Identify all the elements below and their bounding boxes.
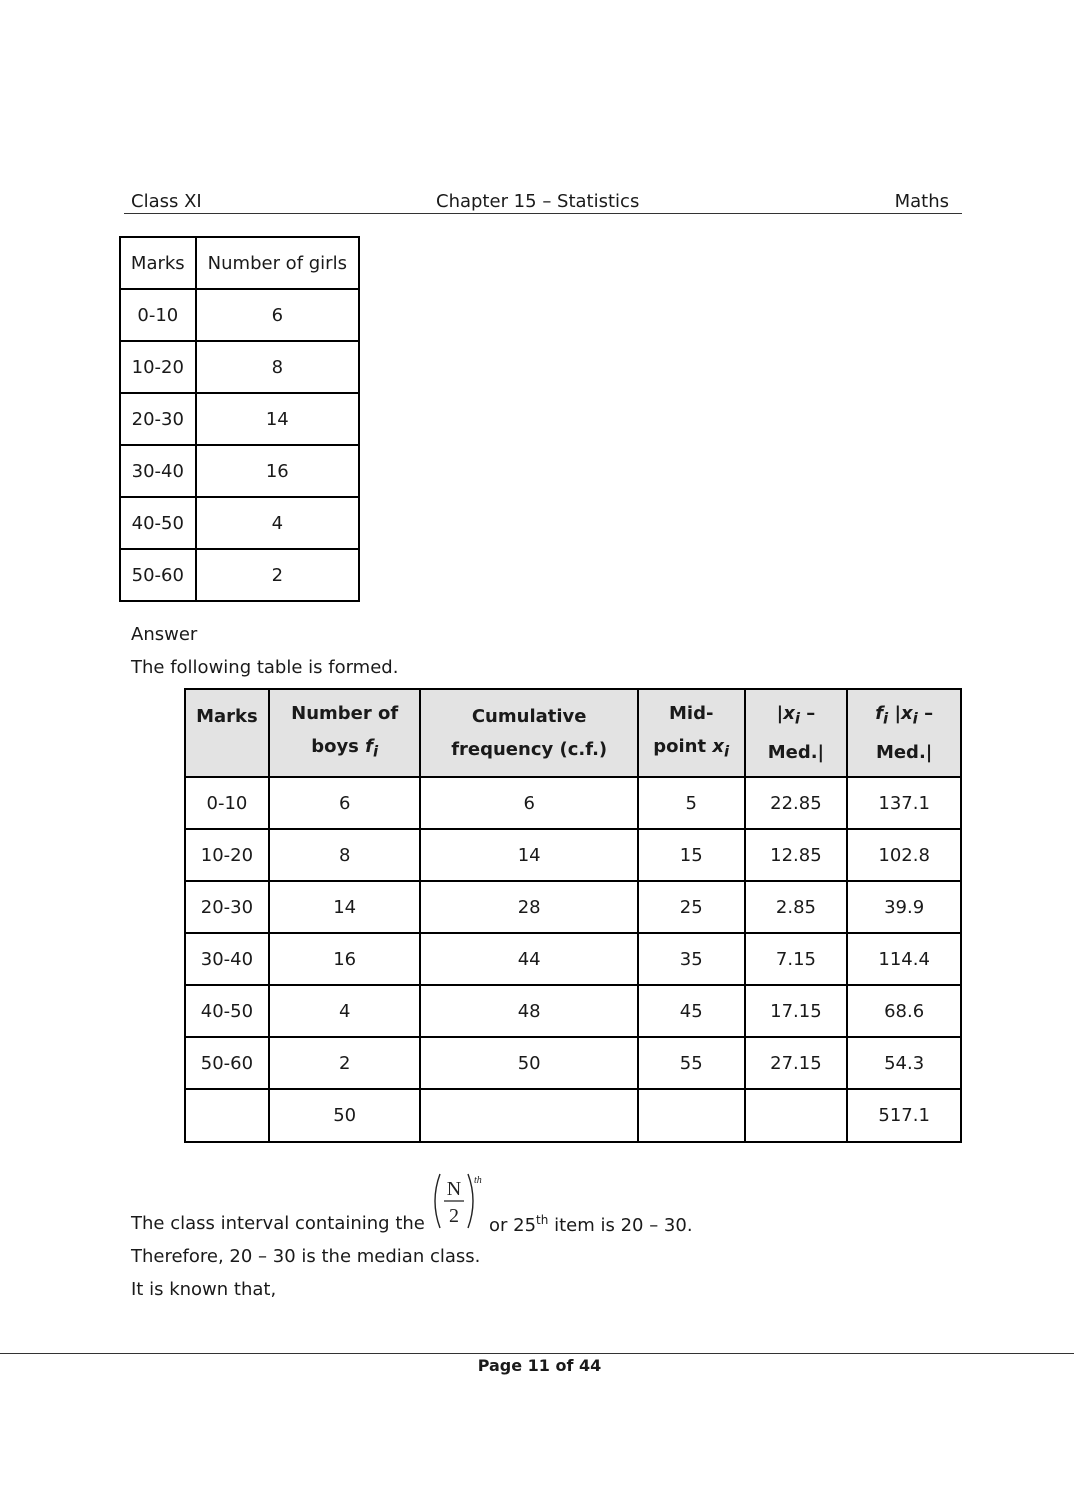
table-row — [185, 985, 961, 1037]
col-header-cumulative-frequency: Cumulative frequency (c.f.) — [420, 689, 637, 777]
table-cell: 6 — [269, 777, 421, 829]
table-row — [185, 777, 961, 829]
totals-row — [185, 1089, 961, 1142]
table-row — [185, 933, 961, 985]
table-row — [120, 445, 359, 497]
table-cell: 16 — [269, 933, 421, 985]
right-paren — [468, 1174, 473, 1228]
table-cell: 7.15 — [745, 933, 848, 985]
table-row — [185, 881, 961, 933]
page-header — [124, 190, 962, 214]
table-cell: 4 — [269, 985, 421, 1037]
table-cell: 14 — [269, 881, 421, 933]
table-row — [120, 549, 359, 601]
table-cell: 39.9 — [847, 881, 961, 933]
table-row — [120, 289, 359, 341]
header-chapter: Chapter 15 – Statistics — [436, 191, 640, 212]
col-header-marks: Marks — [120, 237, 196, 289]
median-class-line: The class interval containing the — [131, 1213, 425, 1234]
table-cell: 20-30 — [120, 393, 196, 445]
table-cell: 10-20 — [120, 341, 196, 393]
intro-text: The following table is formed. — [131, 657, 399, 678]
col-header-abs-deviation: $|x_i$ – Med.| — [745, 689, 848, 777]
table-row — [120, 393, 359, 445]
table-cell — [185, 1089, 269, 1142]
table-cell: 8 — [196, 341, 359, 393]
table-cell: 27.15 — [745, 1037, 848, 1089]
table-cell: 6 — [196, 289, 359, 341]
table-cell: 14 — [196, 393, 359, 445]
table-header-row — [185, 689, 961, 777]
table-cell: 114.4 — [847, 933, 961, 985]
table-cell: 137.1 — [847, 777, 961, 829]
table-cell: 50-60 — [185, 1037, 269, 1089]
table-cell: 25 — [638, 881, 745, 933]
table-cell: 6 — [420, 777, 637, 829]
table-cell: 40-50 — [185, 985, 269, 1037]
table-cell: 8 — [269, 829, 421, 881]
known-that-line: It is known that, — [131, 1279, 277, 1300]
table-cell: 22.85 — [745, 777, 848, 829]
table-cell: 10-20 — [185, 829, 269, 881]
table-cell: 50-60 — [120, 549, 196, 601]
table-row — [120, 497, 359, 549]
table-cell: 12.85 — [745, 829, 848, 881]
table-cell: 55 — [638, 1037, 745, 1089]
table-cell: 16 — [196, 445, 359, 497]
table-row — [185, 1037, 961, 1089]
table-cell: 54.3 — [847, 1037, 961, 1089]
col-header-number-of-girls: Number of girls — [196, 237, 359, 289]
boys-deviation-table — [184, 688, 962, 1143]
page-number: Page 11 of 44 — [477, 1356, 602, 1375]
table-cell: 50 — [420, 1037, 637, 1089]
table-cell: 40-50 — [120, 497, 196, 549]
table-cell: 0-10 — [120, 289, 196, 341]
table-cell: 2 — [269, 1037, 421, 1089]
table-cell: 68.6 — [847, 985, 961, 1037]
table-cell: 2.85 — [745, 881, 848, 933]
table-cell: 35 — [638, 933, 745, 985]
table-cell: 28 — [420, 881, 637, 933]
fraction-denominator: 2 — [449, 1205, 459, 1227]
table-cell: 17.15 — [745, 985, 848, 1037]
footer-divider — [0, 1353, 1074, 1354]
table-cell: 44 — [420, 933, 637, 985]
median-class-statement: Therefore, 20 – 30 is the median class. — [131, 1246, 481, 1267]
table-cell: 2 — [196, 549, 359, 601]
total-weighted-deviation: 517.1 — [847, 1089, 961, 1142]
fraction-numerator: N — [446, 1178, 462, 1200]
total-frequency: 50 — [269, 1089, 421, 1142]
table-header-row — [120, 237, 359, 289]
table-cell: 30-40 — [185, 933, 269, 985]
table-row — [120, 341, 359, 393]
table-cell: 20-30 — [185, 881, 269, 933]
table-cell: 0-10 — [185, 777, 269, 829]
col-header-number-of-boys: Number of boys $f_i$ — [269, 689, 421, 777]
table-cell — [420, 1089, 637, 1142]
table-cell: 45 — [638, 985, 745, 1037]
table-row — [185, 829, 961, 881]
formula-superscript: th — [474, 1175, 482, 1186]
table-cell: 30-40 — [120, 445, 196, 497]
header-class: Class XI — [131, 191, 202, 212]
table-cell: 102.8 — [847, 829, 961, 881]
col-header-weighted-deviation: $f_i$ $|x_i$ – Med.| — [847, 689, 961, 777]
col-header-mid-point: Mid- point $x_i$ — [638, 689, 745, 777]
header-subject: Maths — [894, 191, 949, 212]
table-cell — [745, 1089, 848, 1142]
answer-label: Answer — [131, 624, 198, 645]
median-class-line-end: or 25th item is 20 – 30. — [489, 1213, 693, 1236]
n-over-2-formula — [428, 1170, 486, 1232]
girls-marks-table — [119, 236, 360, 602]
table-cell: 14 — [420, 829, 637, 881]
table-cell: 15 — [638, 829, 745, 881]
col-header-marks: Marks — [185, 689, 269, 777]
left-paren — [435, 1174, 440, 1228]
table-cell: 4 — [196, 497, 359, 549]
table-cell: 5 — [638, 777, 745, 829]
table-cell — [638, 1089, 745, 1142]
table-cell: 48 — [420, 985, 637, 1037]
